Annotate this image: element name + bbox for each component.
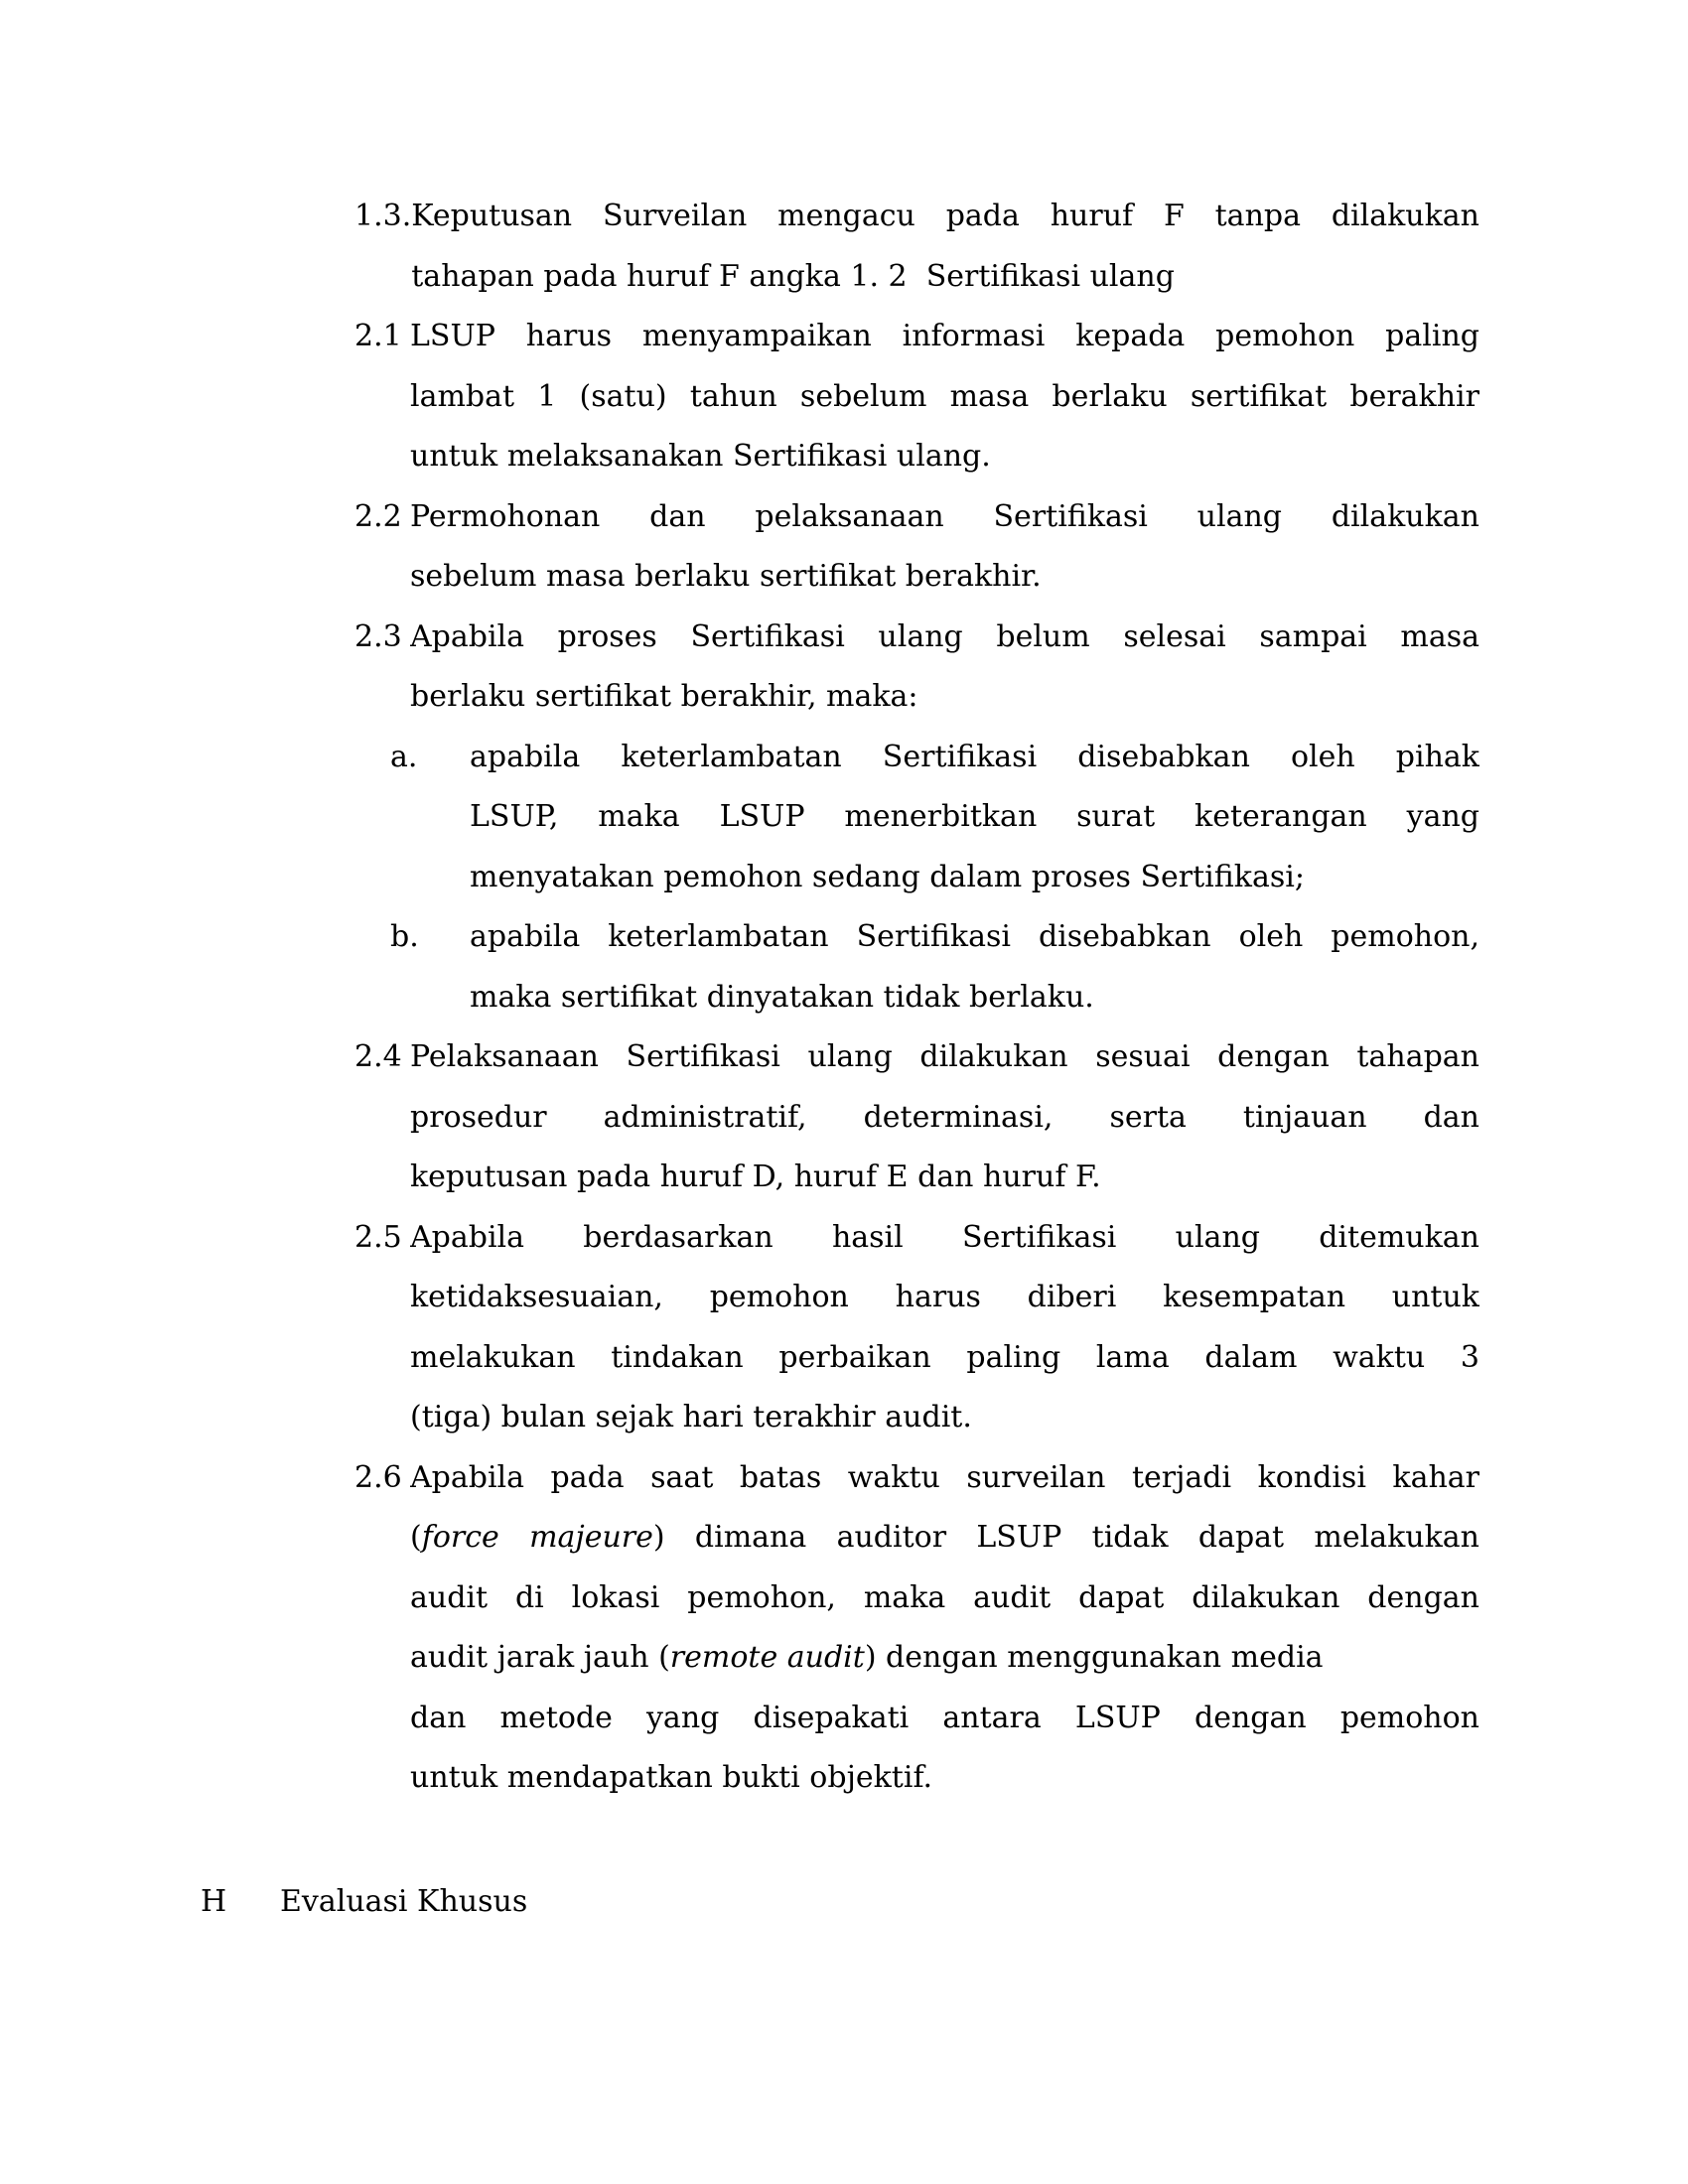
text-line — [410, 1628, 1479, 1689]
text-line — [410, 1448, 1479, 1509]
list-item — [354, 187, 1479, 307]
text-segment: Keputusan Surveilan mengacu pada huruf F tanpa dilakukan — [411, 199, 1479, 233]
text-line — [410, 1027, 1479, 1088]
text-line — [470, 968, 1479, 1028]
text-line — [411, 247, 1479, 308]
text-line — [470, 848, 1479, 908]
list-item — [354, 608, 1479, 728]
section-heading — [201, 1872, 527, 1933]
item-body — [411, 187, 1479, 307]
section-letter: H — [201, 1884, 227, 1919]
certification-list — [354, 187, 1479, 1809]
text-segment: audit di lokasi pemohon, maka audit dapat dilakukan dengan — [410, 1579, 1479, 1615]
text-segment: berlaku sertifikat berakhir, maka: — [410, 679, 918, 714]
list-item — [354, 1448, 1479, 1809]
section-title: Evaluasi Khusus — [280, 1884, 528, 1919]
text-segment: Apabila pada saat batas waktu surveilan terjadi kondisi kahar — [410, 1459, 1479, 1495]
text-line — [410, 1508, 1479, 1569]
italic-term: force majeure — [421, 1520, 653, 1555]
text-line — [410, 487, 1479, 548]
text-segment: LSUP, maka LSUP menerbitkan surat keterangan yang — [470, 799, 1479, 834]
text-line — [410, 1748, 1479, 1809]
text-segment: tahapan pada huruf F angka 1. 2 Sertifikasi ulang — [411, 258, 1175, 294]
text-line — [410, 1689, 1479, 1749]
text-segment: ) dengan menggunakan media — [864, 1640, 1324, 1675]
text-line — [410, 608, 1479, 668]
text-segment: apabila keterlambatan Sertifikasi disebabkan oleh pemohon, — [470, 919, 1479, 954]
text-line — [410, 1328, 1479, 1389]
item-body — [410, 1448, 1479, 1809]
text-segment: keputusan pada huruf D, huruf E dan huruf F. — [410, 1160, 1101, 1194]
list-item — [354, 1027, 1479, 1208]
list-item — [390, 907, 1479, 1027]
text-segment: (tiga) bulan sejak hari terakhir audit. — [410, 1400, 972, 1434]
item-body — [410, 487, 1479, 608]
item-body — [470, 728, 1479, 908]
text-line — [410, 1208, 1479, 1269]
text-segment: melakukan tindakan perbaikan paling lama dalam waktu 3 — [410, 1339, 1479, 1375]
text-segment: Apabila berdasarkan hasil Sertifikasi ulang ditemukan — [410, 1219, 1479, 1255]
item-marker: 2.4 — [354, 1039, 402, 1074]
item-marker: a. — [390, 739, 418, 774]
text-line — [410, 667, 1479, 728]
text-segment: untuk melaksanakan Sertifikasi ulang. — [410, 439, 991, 474]
item-body — [410, 608, 1479, 728]
item-body — [470, 907, 1479, 1027]
text-line — [410, 367, 1479, 428]
text-line — [410, 1148, 1479, 1208]
text-segment: LSUP harus menyampaikan informasi kepada pemohon paling — [410, 319, 1479, 353]
text-line — [470, 907, 1479, 968]
list-item — [354, 487, 1479, 608]
text-segment: menyatakan pemohon sedang dalam proses Sertifikasi; — [470, 859, 1305, 894]
text-line — [410, 307, 1479, 367]
text-segment: dan metode yang disepakati antara LSUP dengan pemohon — [410, 1700, 1479, 1735]
text-line — [410, 1388, 1479, 1448]
item-body — [410, 1027, 1479, 1208]
text-segment: ( — [410, 1520, 422, 1555]
text-line — [410, 547, 1479, 608]
text-line — [410, 1088, 1479, 1149]
item-marker: 1.3. — [354, 199, 412, 233]
text-segment: maka sertifikat dinyatakan tidak berlaku. — [470, 979, 1094, 1015]
item-marker: 2.2 — [354, 498, 402, 534]
item-marker: b. — [390, 919, 419, 954]
text-segment: Pelaksanaan Sertifikasi ulang dilakukan sesuai dengan tahapan — [410, 1039, 1479, 1074]
text-segment: sebelum masa berlaku sertifikat berakhir. — [410, 559, 1042, 594]
text-segment: lambat 1 (satu) tahun sebelum masa berlaku sertifikat berakhir — [410, 378, 1479, 414]
text-segment: Apabila proses Sertifikasi ulang belum selesai sampai masa — [410, 618, 1479, 654]
text-segment: apabila keterlambatan Sertifikasi disebabkan oleh pihak — [470, 739, 1479, 774]
item-body — [410, 1208, 1479, 1448]
text-segment: Permohonan dan pelaksanaan Sertifikasi ulang dilakukan — [410, 498, 1479, 534]
text-segment: ketidaksesuaian, pemohon harus diberi kesempatan untuk — [410, 1280, 1479, 1314]
text-segment: audit jarak jauh ( — [410, 1640, 670, 1675]
text-segment: ) dimana auditor LSUP tidak dapat melakukan — [652, 1520, 1479, 1555]
text-line — [411, 187, 1479, 247]
text-line — [410, 427, 1479, 487]
text-segment: untuk mendapatkan bukti objektif. — [410, 1760, 933, 1795]
text-line — [470, 787, 1479, 848]
item-marker: 2.6 — [354, 1459, 402, 1495]
item-marker: 2.5 — [354, 1219, 402, 1255]
text-line — [410, 1569, 1479, 1629]
item-marker: 2.3 — [354, 618, 402, 654]
list-item — [390, 728, 1479, 908]
list-item — [354, 307, 1479, 487]
text-segment: prosedur administratif, determinasi, serta tinjauan dan — [410, 1099, 1479, 1135]
text-line — [410, 1268, 1479, 1328]
item-body — [410, 307, 1479, 487]
text-line — [470, 728, 1479, 788]
italic-term: remote audit — [669, 1640, 865, 1675]
list-item — [354, 1208, 1479, 1448]
item-marker: 2.1 — [354, 319, 402, 353]
